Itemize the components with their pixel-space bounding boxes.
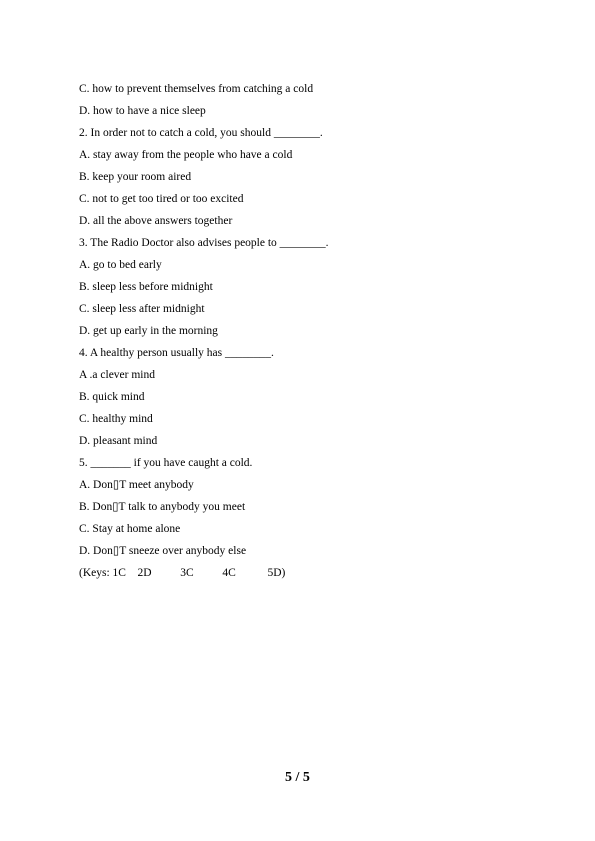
text-body [79,78,539,584]
option-line: A. stay away from the people who have a cold [79,149,293,161]
page-number: 5 / 5 [285,770,310,785]
option-line: B. Don▯T talk to anybody you meet [79,501,246,513]
question-3: 3. The Radio Doctor also advises people to ________. [79,237,329,249]
option-line: A. Don▯T meet anybody [79,479,194,491]
option-line: A. go to bed early [79,259,162,271]
option-line: A .a clever mind [79,369,156,381]
option-line: B. sleep less before midnight [79,281,213,293]
question-5: 5. _______ if you have caught a cold. [79,457,253,469]
text-line: D. how to have a nice sleep [79,105,206,117]
option-line: D. get up early in the morning [79,325,218,337]
option-line: B. quick mind [79,391,145,403]
option-line: C. not to get too tired or too excited [79,193,244,205]
option-line: C. sleep less after midnight [79,303,205,315]
text-line: C. how to prevent themselves from catching a cold [79,83,314,95]
option-line: B. keep your room aired [79,171,192,183]
option-line: D. Don▯T sneeze over anybody else [79,545,247,557]
option-line: C. Stay at home alone [79,523,181,535]
option-line: D. pleasant mind [79,435,158,447]
answer-keys: (Keys: 1C 2D 3C 4C 5D) [79,567,286,579]
question-2: 2. In order not to catch a cold, you should ________. [79,127,323,139]
option-line: D. all the above answers together [79,215,233,227]
question-4: 4. A healthy person usually has ________. [79,347,274,359]
option-line: C. healthy mind [79,413,153,425]
